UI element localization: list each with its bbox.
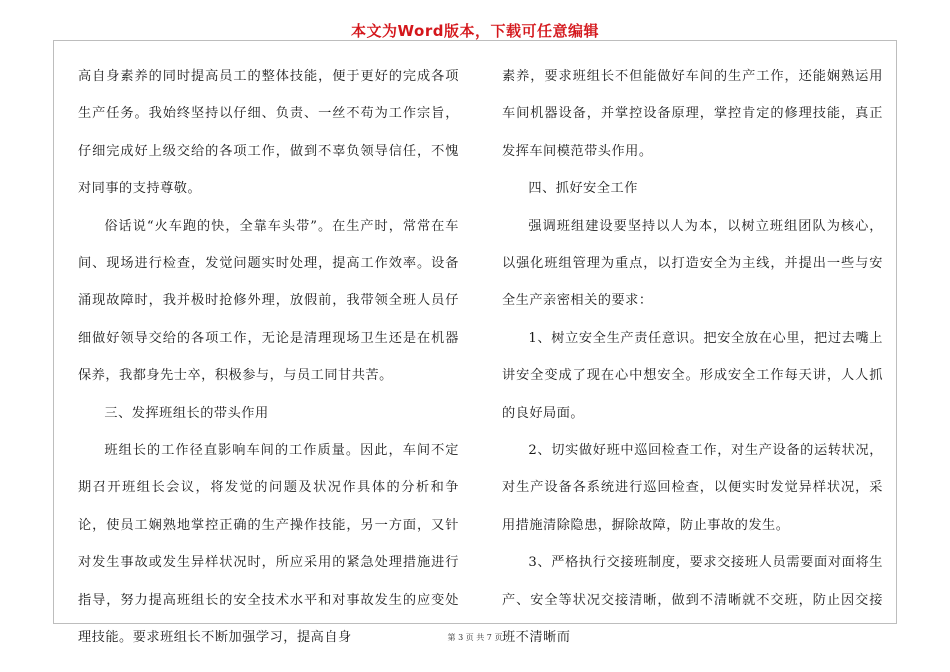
left-text-column <box>78 58 459 657</box>
list-item: 1、树立安全生产责任意识。把安全放在心里，把过去嘴上讲安全变成了现在心中想安全。形成安全工作每天讲，人人抓的良好局面。 <box>502 330 883 421</box>
paragraph: 强调班组建设要坚持以人为本，以树立班组团队为核心，以强化班组管理为重点，以打造安全为主线，并提出一些与安全生产亲密相关的要求： <box>502 218 883 309</box>
list-item: 2、切实做好班中巡回检查工作，对生产设备的运转状况，对生产设备各系统进行巡回检查，以便实时发觉异样状况，采用措施清除隐患，摒除故障，防止事故的发生。 <box>502 443 883 533</box>
right-text-column <box>502 58 883 657</box>
section-heading: 三、发挥班组长的带头作用 <box>104 405 269 421</box>
section-heading: 四、抓好安全工作 <box>528 181 638 197</box>
word-version-banner: 本文为Word版本，下载可任意编辑 <box>351 22 599 40</box>
paragraph: 班组长的工作径直影响车间的工作质量。因此，车间不定期召开班组长会议，将发觉的问题及状况作具体的分析和争论，使员工娴熟地掌控正确的生产操作技能，另一方面，又针对发生事故或发生异样状况时，所应采用的紧急处理措施进行指导，努力提高班组长的安全技术水平和对事故发生的应变处理技能。要求班组长不断加强学习，提高自身 <box>78 443 459 646</box>
page-number: 第 3 页 共 7 页 <box>447 633 503 642</box>
paragraph: 俗话说“火车跑的快，全靠车头带”。在生产时，常常在车间、现场进行检查，发觉问题实时处理，提高工作效率。设备涌现故障时，我并极时抢修外理，放假前，我带领全班人员仔细做好领导交给的各项工作，无论是清理现场卫生还是在机器保养，我都身先士卒，积极参与，与员工同甘共苦。 <box>78 218 459 384</box>
list-item: 3、严格执行交接班制度，要求交接班人员需要面对面将生产、安全等状况交接清晰，做到不清晰就不交班，防止因交接班不清晰而 <box>502 555 883 646</box>
paragraph: 高自身素养的同时提高员工的整体技能，便于更好的完成各项生产任务。我始终坚持以仔细、负责、一丝不苟为工作宗旨，仔细完成好上级交给的各项工作，做到不辜负领导信任，不愧对同事的支持尊敬。 <box>78 69 459 197</box>
paragraph: 素养，要求班组长不但能做好车间的生产工作，还能娴熟运用车间机器设备，并掌控设备原理，掌控肯定的修理技能，真正发挥车间模范带头作用。 <box>502 69 883 159</box>
